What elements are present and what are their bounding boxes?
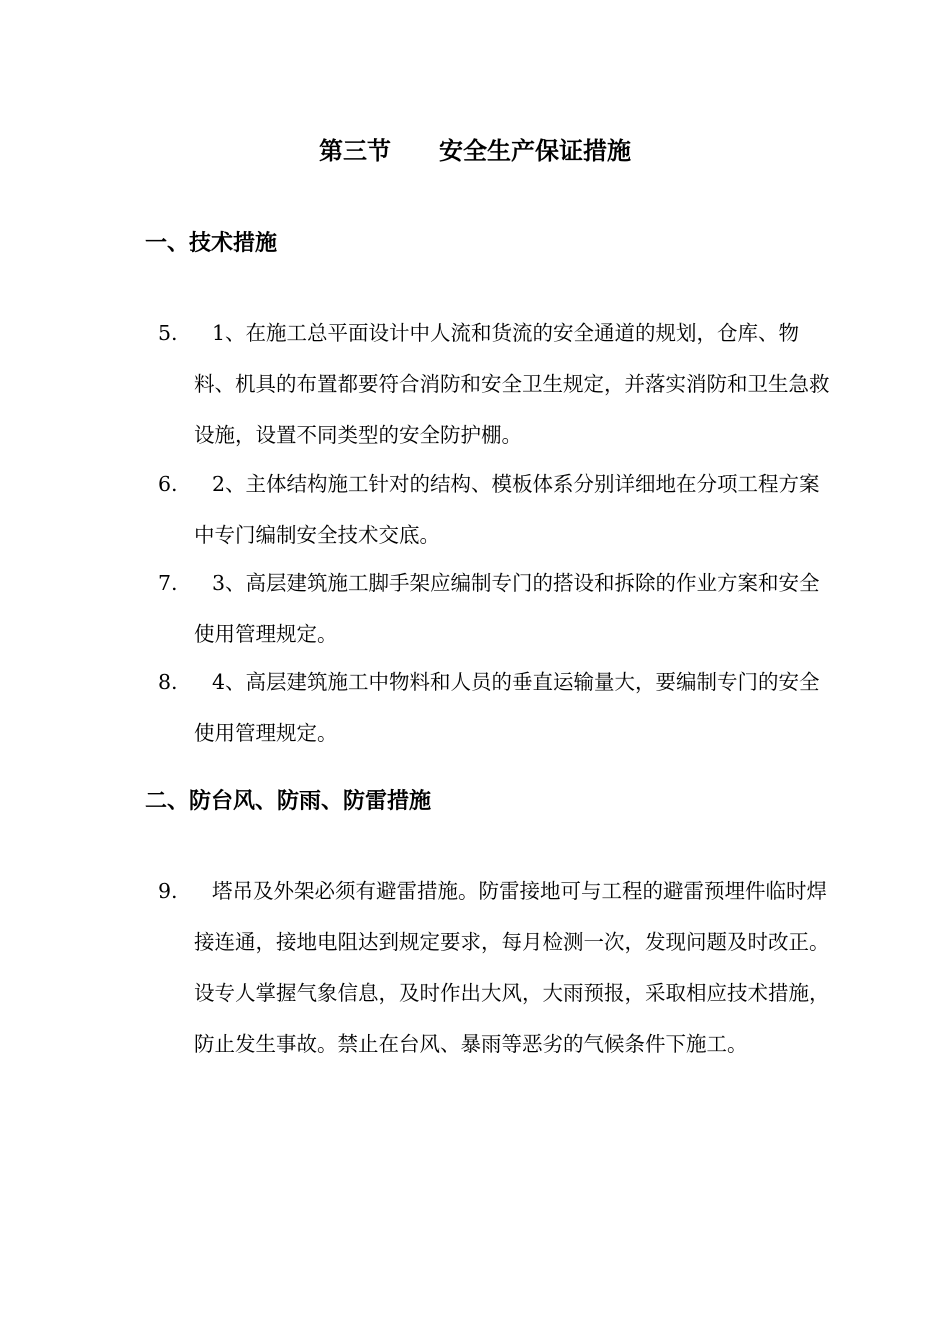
page-title: 第三节 安全生产保证措施 — [319, 137, 631, 165]
item-text: 4、高层建筑施工中物料和人员的垂直运输量大，要编制专门的安全使用管理规定。 — [194, 670, 820, 745]
list-item — [158, 308, 838, 461]
item-number: 8. — [158, 670, 178, 694]
section-heading-weather: 二、防台风、防雨、防雷措施 — [145, 789, 432, 814]
item-number: 9. — [158, 879, 178, 903]
item-text: 塔吊及外架必须有避雷措施。防雷接地可与工程的避雷预埋件临时焊接连通，接地电阻达到规定要求，每月检测一次，发现问题及时改正。设专人掌握气象信息，及时作出大风，大雨预报，采取相应技术措施，防止发生事故。禁止在台风、暴雨等恶劣的气候条件下施工。 — [194, 879, 830, 1056]
item-text: 2、主体结构施工针对的结构、模板体系分别详细地在分项工程方案中专门编制安全技术交底。 — [194, 472, 820, 547]
list-item — [158, 657, 838, 759]
item-text: 3、高层建筑施工脚手架应编制专门的搭设和拆除的作业方案和安全使用管理规定。 — [194, 571, 820, 646]
section-heading-technical: 一、技术措施 — [145, 231, 278, 256]
list-item — [158, 558, 838, 660]
item-number: 7. — [158, 571, 178, 595]
list-item — [158, 459, 838, 561]
item-text: 1、在施工总平面设计中人流和货流的安全通道的规划，仓库、物料、机具的布置都要符合消防和安全卫生规定，并落实消防和卫生急救设施，设置不同类型的安全防护棚。 — [194, 321, 830, 447]
list-item — [158, 866, 838, 1070]
item-number: 5. — [158, 321, 178, 345]
item-number: 6. — [158, 472, 178, 496]
